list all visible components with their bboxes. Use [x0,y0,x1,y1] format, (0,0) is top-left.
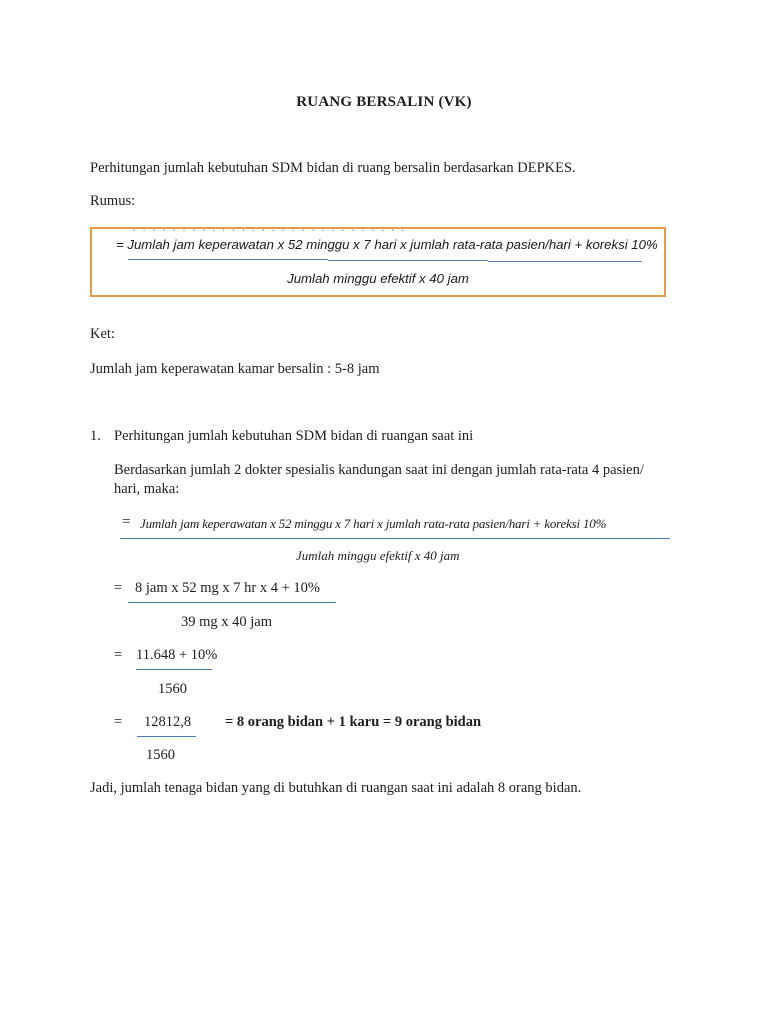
formula-denominator: Jumlah minggu efektif x 40 jam [296,548,460,563]
step3-numerator: 12812,8 [144,714,192,730]
fraction-line [136,669,212,670]
ket-label: Ket: [90,326,115,342]
ket-text: Jumlah jam keperawatan kamar bersalin : 5-8 jam [90,361,380,377]
formula-numerator: Jumlah jam keperawatan x 52 minggu x 7 hari x jumlah rata-rata pasien/hari + koreksi 10% [140,516,607,531]
formula-box-denominator: Jumlah minggu efektif x 40 jam [287,271,469,286]
fraction-line [488,261,642,262]
equals-sign: = [114,580,123,596]
intro-paragraph: Perhitungan jumlah kebutuhan SDM bidan di ruang bersalin berdasarkan DEPKES. [90,160,576,176]
fraction-line [120,538,670,539]
fraction-line [128,259,328,260]
equals-sign: = [114,714,123,730]
fraction-line [128,602,336,603]
page-title: RUANG BERSALIN (VK) [296,94,472,110]
list-number: 1. [90,428,101,444]
fraction-line [137,736,196,737]
step2-denominator: 1560 [158,681,187,697]
step3-denominator: 1560 [146,747,175,763]
formula-box-numerator: = Jumlah jam keperawatan x 52 minggu x 7 hari x jumlah rata-rata pasien/hari + koreksi 10% [116,237,658,252]
section-heading: Perhitungan jumlah kebutuhan SDM bidan di ruangan saat ini [114,428,474,444]
basis-text-line2: hari, maka: [114,481,180,497]
conclusion-text: Jadi, jumlah tenaga bidan yang di butuhkan di ruangan saat ini adalah 8 orang bidan. [90,780,582,796]
hidden-text-remnant: · · · · · · · · · · · · · · · · · · · · · · · · · · · · [132,227,406,237]
fraction-line [328,260,488,261]
rumus-label: Rumus: [90,193,136,209]
equals-sign: = [114,647,123,663]
formula-box [90,227,666,297]
step3-result: = 8 orang bidan + 1 karu = 9 orang bidan [225,714,482,730]
equals-sign: = [122,514,131,530]
step2-numerator: 11.648 + 10% [136,647,218,663]
step1-denominator: 39 mg x 40 jam [181,614,273,630]
basis-text-line1: Berdasarkan jumlah 2 dokter spesialis kandungan saat ini dengan jumlah rata-rata 4 pasien/ [114,462,644,478]
step1-numerator: 8 jam x 52 mg x 7 hr x 4 + 10% [135,580,320,596]
